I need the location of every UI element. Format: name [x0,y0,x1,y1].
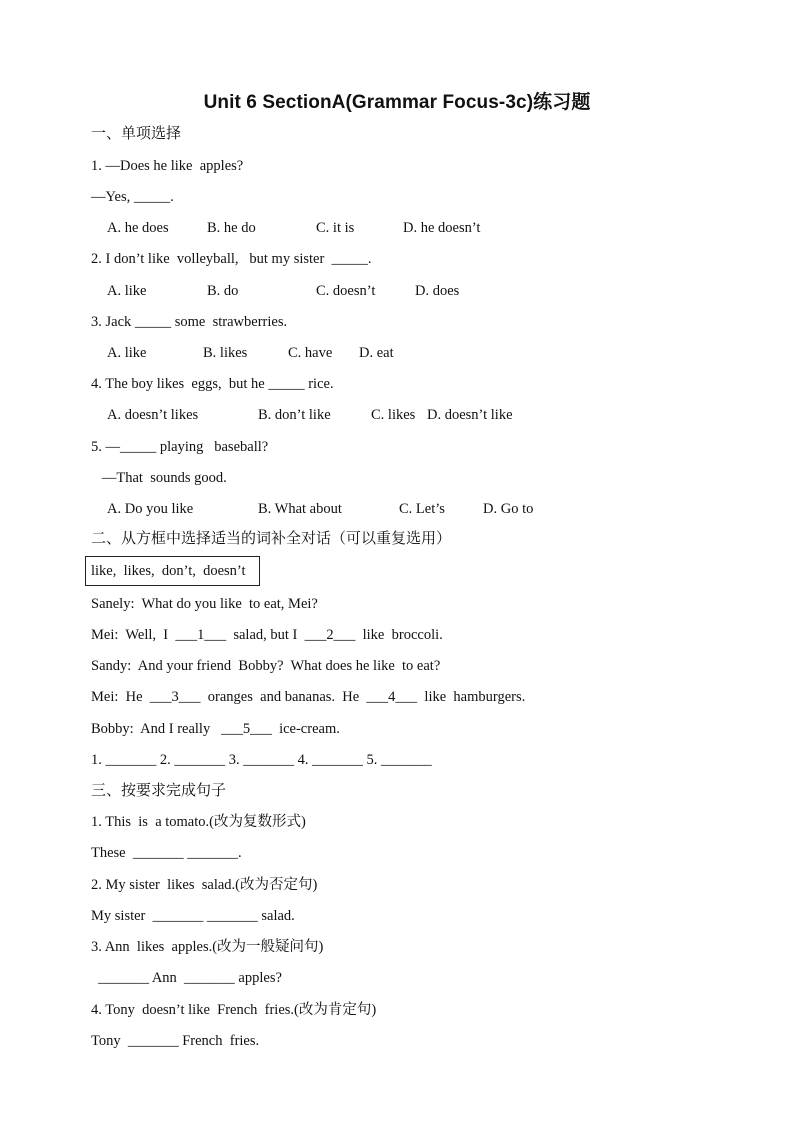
exercise-line: 4. Tony doesn’t like French fries.(改为肯定句) [91,1002,377,1018]
option-b: B. do [207,283,239,299]
word-box-text: like, likes, don’t, doesn’t [91,563,246,579]
option-a: A. doesn’t likes [107,407,199,423]
question-line: 4. The boy likes eggs, but he _____ rice. [91,376,334,392]
question-line: 1. —Does he like apples? [91,158,244,174]
option-d: D. doesn’t like [427,407,513,423]
option-d: D. he doesn’t [403,220,481,236]
option-b: B. likes [203,345,248,361]
exercise-line: These _______ _______. [91,845,242,861]
section3-heading: 三、按要求完成句子 [91,781,227,799]
exercise-line: 1. This is a tomato.(改为复数形式) [91,814,306,830]
section1-heading: 一、单项选择 [91,124,182,142]
option-a: A. he does [107,220,169,236]
option-c: C. likes [371,407,416,423]
question-line: —That sounds good. [91,470,227,486]
question-line: —Yes, _____. [91,189,174,205]
exercise-line: 2. My sister likes salad.(改为否定句) [91,877,318,893]
question-line: 2. I don’t like volleyball, but my sister _____. [91,251,372,267]
option-b: B. don’t like [258,407,331,423]
question-line: 3. Jack _____ some strawberries. [91,314,288,330]
page-title: Unit 6 SectionA(Grammar Focus-3c)练习题 [203,92,591,113]
option-b: B. What about [258,501,342,517]
exercise-line: Tony _______ French fries. [91,1033,260,1049]
dialogue-line: Bobby: And I really ___5___ ice-cream. [91,721,340,737]
option-a: A. like [107,345,147,361]
option-b: B. he do [207,220,256,236]
dialogue-line: Sanely: What do you like to eat, Mei? [91,596,318,612]
option-a: A. Do you like [107,501,194,517]
exercise-line: _______ Ann _______ apples? [91,970,282,986]
option-a: A. like [107,283,147,299]
option-d: D. Go to [483,501,534,517]
option-c: C. have [288,345,333,361]
option-c: C. Let’s [399,501,445,517]
exercise-line: 3. Ann likes apples.(改为一般疑问句) [91,939,324,955]
exercise-line: My sister _______ _______ salad. [91,908,295,924]
option-d: D. does [415,283,460,299]
word-box [85,556,260,586]
option-c: C. doesn’t [316,283,376,299]
dialogue-line: Mei: Well, I ___1___ salad, but I ___2___ like broccoli. [91,627,443,643]
question-line: 5. —_____ playing baseball? [91,439,269,455]
dialogue-line: Sandy: And your friend Bobby? What does he like to eat? [91,658,441,674]
option-d: D. eat [359,345,394,361]
option-c: C. it is [316,220,355,236]
answer-blanks: 1. _______ 2. _______ 3. _______ 4. _______ 5. _______ [91,752,432,768]
section2-heading: 二、从方框中选择适当的词补全对话（可以重复选用） [91,529,452,547]
dialogue-line: Mei: He ___3___ oranges and bananas. He ___4___ like hamburgers. [91,689,526,705]
